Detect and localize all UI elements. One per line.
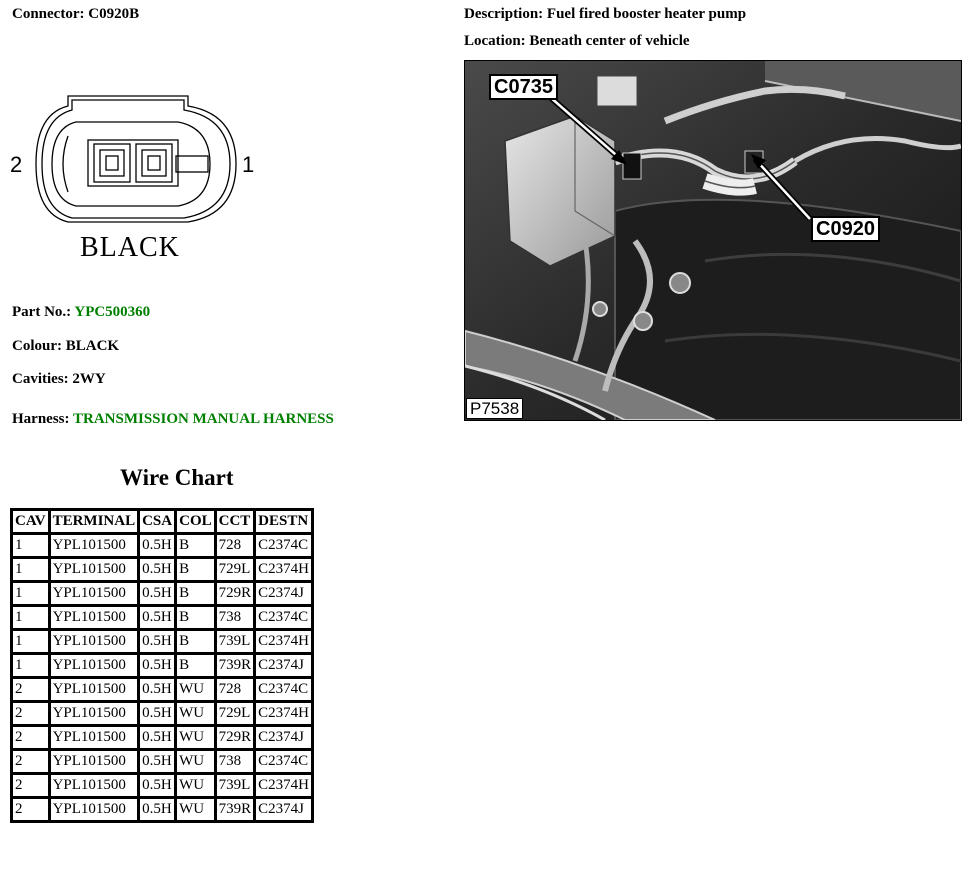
wire-chart-header-cav: CAV (13, 511, 48, 532)
location-label: Location: (464, 33, 526, 49)
cell-terminal: YPL101500 (51, 799, 138, 820)
part-no-line (12, 304, 150, 321)
cell-cct: 729L (217, 703, 254, 724)
wire-chart-header-csa: CSA (140, 511, 174, 532)
cell-cav: 1 (13, 655, 48, 676)
cell-csa: 0.5H (140, 679, 174, 700)
cell-cct: 728 (217, 535, 254, 556)
cavities-label: Cavities: (12, 371, 69, 387)
cell-destn: C2374H (256, 703, 311, 724)
wire-chart-header-cct: CCT (217, 511, 254, 532)
cell-terminal: YPL101500 (51, 535, 138, 556)
cell-terminal: YPL101500 (51, 727, 138, 748)
cell-csa: 0.5H (140, 535, 174, 556)
cell-terminal: YPL101500 (51, 679, 138, 700)
table-row (13, 751, 311, 772)
cell-col: B (177, 631, 214, 652)
cell-terminal: YPL101500 (51, 655, 138, 676)
cell-cct: 739R (217, 799, 254, 820)
cell-cct: 738 (217, 751, 254, 772)
description-label: Description: (464, 6, 544, 22)
location-line (464, 33, 690, 50)
cell-csa: 0.5H (140, 703, 174, 724)
cavities-line (12, 371, 106, 388)
colour-value: BLACK (65, 338, 120, 354)
cell-csa: 0.5H (140, 727, 174, 748)
cell-terminal: YPL101500 (51, 607, 138, 628)
cell-destn: C2374C (256, 535, 311, 556)
cell-col: B (177, 607, 214, 628)
cell-cct: 739L (217, 775, 254, 796)
part-no-link[interactable]: YPC500360 (74, 304, 151, 320)
cell-cav: 2 (13, 751, 48, 772)
callout-c0735: C0735 (489, 74, 558, 100)
part-no-label: Part No.: (12, 304, 72, 320)
cell-cav: 1 (13, 583, 48, 604)
wire-chart-header-destn: DESTN (256, 511, 311, 532)
wire-chart-table (10, 508, 314, 823)
cell-terminal: YPL101500 (51, 583, 138, 604)
cell-cct: 728 (217, 679, 254, 700)
harness-label: Harness: (12, 411, 70, 427)
description-line (464, 6, 746, 23)
wire-chart-title: Wire Chart (120, 465, 234, 490)
callout-c0920: C0920 (811, 216, 880, 242)
cell-cct: 739L (217, 631, 254, 652)
cell-col: WU (177, 775, 214, 796)
cell-cav: 1 (13, 631, 48, 652)
cell-destn: C2374H (256, 775, 311, 796)
cell-cav: 1 (13, 607, 48, 628)
wire-chart-header-terminal: TERMINAL (51, 511, 138, 532)
cell-destn: C2374C (256, 751, 311, 772)
table-row (13, 631, 311, 652)
cell-col: WU (177, 751, 214, 772)
cell-cct: 739R (217, 655, 254, 676)
cell-terminal: YPL101500 (51, 751, 138, 772)
cell-csa: 0.5H (140, 799, 174, 820)
table-row (13, 559, 311, 580)
cell-destn: C2374J (256, 799, 311, 820)
table-row (13, 583, 311, 604)
cell-col: B (177, 655, 214, 676)
cell-cct: 738 (217, 607, 254, 628)
cell-col: B (177, 559, 214, 580)
location-photo (464, 60, 962, 421)
wire-chart-body (13, 535, 311, 820)
cell-col: WU (177, 799, 214, 820)
location-value: Beneath center of vehicle (529, 33, 690, 49)
cell-csa: 0.5H (140, 751, 174, 772)
connector-face-diagram (10, 88, 270, 268)
cell-cct: 729R (217, 583, 254, 604)
harness-line (12, 411, 334, 428)
cell-terminal: YPL101500 (51, 559, 138, 580)
colour-label: Colour: (12, 338, 62, 354)
connector-label: Connector: (12, 6, 85, 22)
cell-csa: 0.5H (140, 631, 174, 652)
cell-csa: 0.5H (140, 775, 174, 796)
table-row (13, 799, 311, 820)
cell-cav: 2 (13, 679, 48, 700)
table-row (13, 535, 311, 556)
pin-1-label: 1 (242, 152, 255, 177)
cell-terminal: YPL101500 (51, 631, 138, 652)
cell-cav: 2 (13, 799, 48, 820)
harness-link[interactable]: TRANSMISSION MANUAL HARNESS (72, 411, 334, 427)
table-row (13, 775, 311, 796)
wire-chart-header-col: COL (177, 511, 214, 532)
cell-cct: 729R (217, 727, 254, 748)
cell-destn: C2374H (256, 631, 311, 652)
diagram-colour-text: BLACK (80, 232, 180, 263)
vehicle-underside-illustration (465, 61, 961, 420)
cell-terminal: YPL101500 (51, 703, 138, 724)
cell-destn: C2374J (256, 727, 311, 748)
description-value: Fuel fired booster heater pump (546, 6, 747, 22)
cell-destn: C2374C (256, 679, 311, 700)
cell-cav: 2 (13, 775, 48, 796)
cell-destn: C2374J (256, 583, 311, 604)
cell-cav: 1 (13, 535, 48, 556)
cell-cav: 2 (13, 727, 48, 748)
cell-csa: 0.5H (140, 559, 174, 580)
table-row (13, 679, 311, 700)
table-row (13, 727, 311, 748)
cell-col: B (177, 583, 214, 604)
table-row (13, 655, 311, 676)
pin-2-label: 2 (10, 152, 23, 177)
cell-destn: C2374J (256, 655, 311, 676)
cell-col: WU (177, 727, 214, 748)
connector-value: C0920B (88, 6, 140, 22)
cell-col: WU (177, 703, 214, 724)
cell-col: WU (177, 679, 214, 700)
connector-line (12, 6, 139, 23)
cell-cav: 1 (13, 559, 48, 580)
cell-destn: C2374H (256, 559, 311, 580)
cell-cav: 2 (13, 703, 48, 724)
cell-csa: 0.5H (140, 607, 174, 628)
cell-destn: C2374C (256, 607, 311, 628)
cavities-value: 2WY (72, 371, 106, 387)
table-row (13, 703, 311, 724)
cell-cct: 729L (217, 559, 254, 580)
cell-csa: 0.5H (140, 583, 174, 604)
cell-csa: 0.5H (140, 655, 174, 676)
colour-line (12, 338, 119, 355)
cell-col: B (177, 535, 214, 556)
photo-id-label: P7538 (466, 398, 523, 419)
table-row (13, 607, 311, 628)
cell-terminal: YPL101500 (51, 775, 138, 796)
wire-chart-header-row (13, 511, 311, 532)
